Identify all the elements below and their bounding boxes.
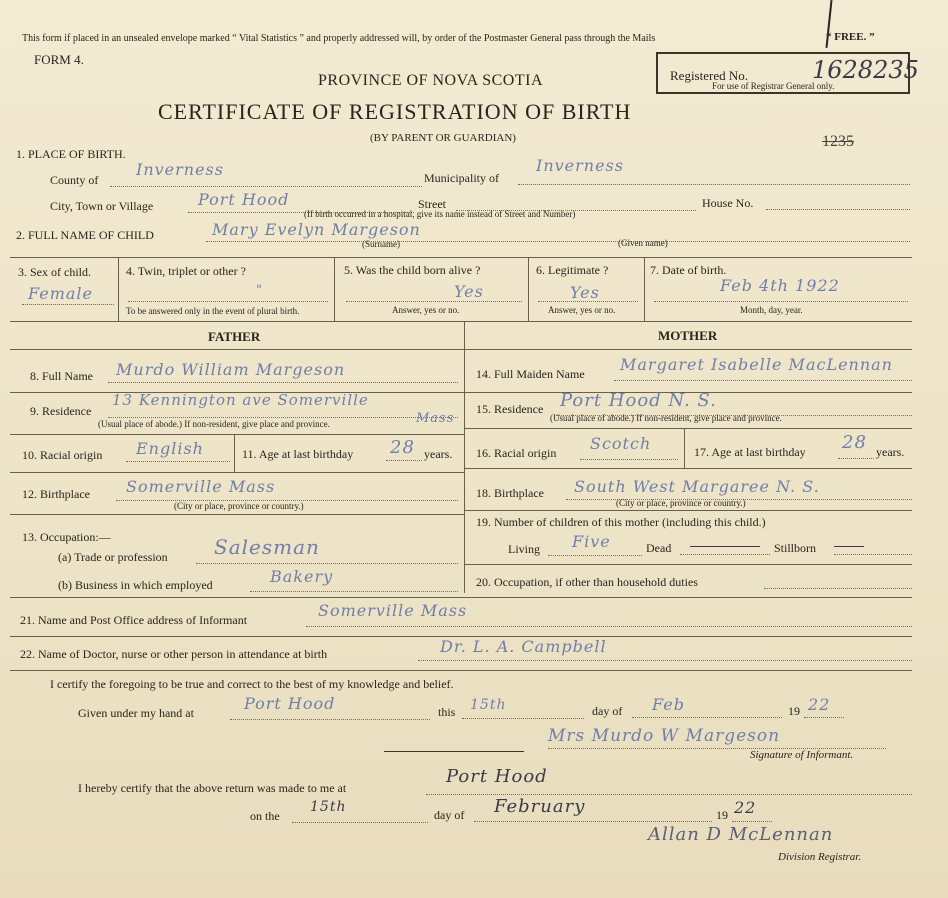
date-of-birth-label: 7. Date of birth. [650, 263, 727, 277]
father-birthplace-value: Somerville Mass [126, 477, 276, 496]
surname-note: (Surname) [362, 239, 400, 249]
mother-birthplace-value: South West Margaree N. S. [574, 477, 820, 496]
father-racial-label: 10. Racial origin [22, 448, 103, 462]
mother-birthplace-label: 18. Birthplace [476, 486, 544, 500]
father-business-label: (b) Business in which employed [58, 578, 213, 592]
county-label: County of [50, 173, 99, 187]
doctor-label: 22. Name of Doctor, nurse or other person in attendance at birth [20, 647, 328, 661]
free-label: “ FREE. ” [826, 31, 875, 43]
father-heading: FATHER [208, 329, 261, 344]
mother-heading: MOTHER [658, 328, 718, 343]
registered-no-label: Registered No. [670, 68, 748, 83]
twin-value: " [256, 283, 263, 298]
certificate-subtitle: (BY PARENT OR GUARDIAN) [370, 132, 516, 144]
day-of-label: day of [592, 704, 623, 718]
registrar-signature: Allan D McLennan [648, 824, 834, 845]
father-trade-label: (a) Trade or profession [58, 550, 168, 564]
mother-name-label: 14. Full Maiden Name [476, 367, 585, 381]
mother-occupation-label: 20. Occupation, if other than household duties [476, 575, 698, 589]
twin-label: 4. Twin, triplet or other ? [126, 264, 246, 278]
informant-signature: Mrs Murdo W Margeson [548, 726, 781, 746]
mother-residence-value: Port Hood N. S. [560, 390, 717, 411]
registrar-certification: I hereby certify that the above return was made to me at [78, 781, 347, 795]
father-trade-value: Salesman [214, 535, 320, 559]
mother-age-label: 17. Age at last birthday [694, 445, 806, 459]
given-at-value: Port Hood [244, 694, 336, 713]
legitimate-note: Answer, yes or no. [548, 305, 616, 315]
registrar-use-note: For use of Registrar General only. [712, 81, 835, 91]
sex-value: Female [28, 284, 93, 303]
father-residence-label: 9. Residence [30, 404, 92, 418]
father-birthplace-note: (City or place, province or country.) [174, 501, 304, 511]
sex-label: 3. Sex of child. [18, 265, 91, 279]
father-birthplace-label: 12. Birthplace [22, 487, 90, 501]
mother-birthplace-note: (City or place, province or country.) [616, 498, 746, 508]
father-residence-note: (Usual place of abode.) If non-resident, give place and province. [98, 419, 330, 429]
children-count-label: 19. Number of children of this mother (including this child.) [476, 515, 766, 529]
father-age-label: 11. Age at last birthday [242, 447, 354, 461]
dead-label: Dead [646, 541, 672, 555]
mother-age-value: 28 [842, 432, 867, 453]
mother-name-value: Margaret Isabelle MacLennan [620, 355, 893, 374]
year-value: 22 [808, 695, 831, 714]
municipality-value: Inverness [536, 156, 624, 175]
father-name-label: 8. Full Name [30, 369, 93, 383]
father-business-value: Bakery [270, 567, 334, 586]
this-label: this [438, 705, 456, 719]
municipality-label: Municipality of [424, 171, 499, 185]
county-value: Inverness [136, 160, 224, 179]
mailing-notice: This form if placed in an unsealed envelope marked “ Vital Statistics ” and properly addressed will, by order of the Postmaster General pass through the Mails [22, 33, 656, 44]
twin-note: To be answered only in the event of plural birth. [126, 306, 300, 316]
mother-age-unit: years. [876, 445, 905, 459]
mother-racial-label: 16. Racial origin [476, 446, 557, 460]
father-age-value: 28 [390, 437, 415, 458]
given-at-label: Given under my hand at [78, 706, 194, 720]
registrar-day-of-value: February [494, 796, 586, 817]
informant-value: Somerville Mass [318, 601, 468, 620]
division-registrar-label: Division Registrar. [778, 851, 862, 863]
mother-residence-label: 15. Residence [476, 402, 544, 416]
side-number: 1235 [822, 133, 854, 150]
on-the-label: on the [250, 809, 280, 823]
registered-no-value: 1628235 [812, 56, 919, 84]
house-no-label: House No. [702, 196, 754, 210]
city-label: City, Town or Village [50, 199, 154, 213]
province-heading: PROVINCE OF NOVA SCOTIA [318, 72, 544, 89]
stillborn-label: Stillborn [774, 541, 817, 555]
year-prefix: 19 [788, 704, 800, 718]
form-number: FORM 4. [34, 52, 84, 67]
father-residence-value: 13 Kennington ave Somerville [112, 391, 369, 409]
informant-label: 21. Name and Post Office address of Informant [20, 613, 248, 627]
city-value: Port Hood [198, 190, 290, 209]
registrar-year-value: 22 [734, 798, 757, 817]
registrar-year-prefix: 19 [716, 808, 728, 822]
born-alive-note: Answer, yes or no. [392, 305, 460, 315]
born-alive-label: 5. Was the child born alive ? [344, 263, 481, 277]
living-value: Five [572, 532, 611, 551]
mother-racial-value: Scotch [590, 434, 652, 453]
doctor-value: Dr. L. A. Campbell [440, 637, 607, 656]
living-label: Living [508, 542, 540, 556]
father-residence-value-2: Mass [416, 411, 455, 426]
legitimate-label: 6. Legitimate ? [536, 263, 609, 277]
this-day-value: 15th [470, 697, 507, 713]
father-age-unit: years. [424, 447, 453, 461]
registrar-day-of-label: day of [434, 808, 465, 822]
street-note: (If birth occurred in a hospital, give its name instead of Street and Number) [304, 209, 576, 219]
born-alive-value: Yes [454, 282, 484, 301]
date-of-birth-note: Month, day, year. [740, 305, 803, 315]
informant-certification: I certify the foregoing to be true and correct to the best of my knowledge and belief. [50, 677, 454, 691]
legitimate-value: Yes [570, 283, 600, 302]
on-the-value: 15th [310, 799, 347, 815]
father-name-value: Murdo William Margeson [116, 360, 346, 379]
place-of-birth-heading: 1. PLACE OF BIRTH. [16, 147, 126, 161]
certificate-title: CERTIFICATE OF REGISTRATION OF BIRTH [158, 99, 632, 124]
child-name-label: 2. FULL NAME OF CHILD [16, 228, 154, 242]
child-name-value: Mary Evelyn Margeson [212, 220, 421, 239]
mother-residence-note: (Usual place of abode.) If non-resident, give place and province. [550, 413, 782, 423]
registrar-place-value: Port Hood [446, 766, 548, 787]
given-name-note: (Given name) [618, 238, 668, 248]
father-racial-value: English [136, 439, 204, 458]
father-occupation-label: 13. Occupation:— [22, 530, 111, 544]
day-of-value: Feb [652, 695, 685, 714]
signature-of-informant-label: Signature of Informant. [750, 749, 854, 761]
street-label: Street [418, 197, 446, 211]
date-of-birth-value: Feb 4th 1922 [720, 276, 840, 295]
